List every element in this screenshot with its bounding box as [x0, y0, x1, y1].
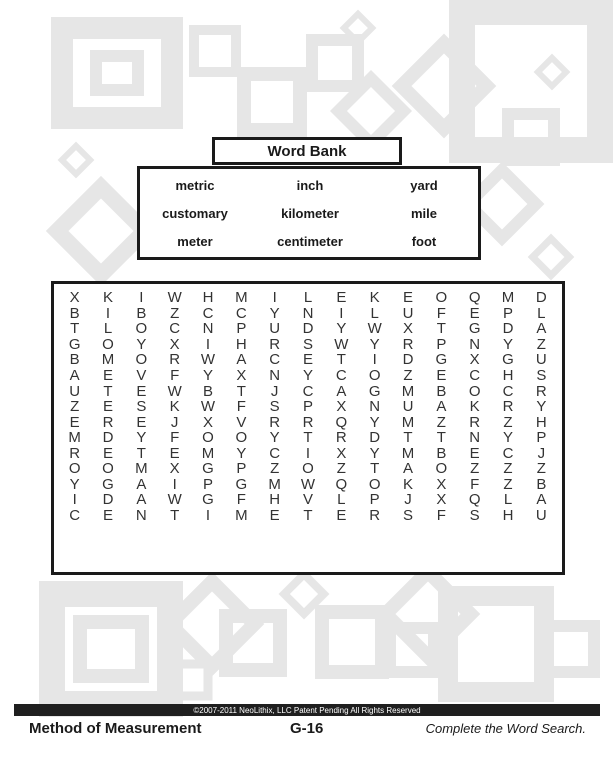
grid-letter[interactable]: M [201, 444, 215, 462]
grid-letter[interactable]: K [169, 398, 180, 416]
grid-letter[interactable]: C [269, 351, 281, 369]
grid-letter[interactable]: B [69, 351, 80, 369]
grid-letter[interactable]: Y [302, 367, 313, 385]
grid-letter[interactable]: W [167, 382, 182, 400]
grid-letter[interactable]: T [236, 382, 246, 400]
grid-letter[interactable]: E [269, 507, 280, 525]
grid-letter[interactable]: M [235, 507, 248, 525]
grid-letter[interactable]: T [370, 460, 380, 478]
grid-letter[interactable]: W [167, 491, 182, 509]
grid-letter[interactable]: O [435, 460, 448, 478]
grid-letter[interactable]: E [102, 367, 113, 385]
word-bank [137, 166, 481, 260]
grid-letter[interactable]: O [235, 429, 248, 447]
grid-letter[interactable]: O [368, 367, 381, 385]
grid-letter[interactable]: R [502, 398, 514, 416]
grid-letter[interactable]: C [502, 444, 514, 462]
grid-letter[interactable]: E [469, 444, 480, 462]
grid-letter[interactable]: I [339, 304, 344, 322]
grid-letter[interactable]: R [335, 429, 347, 447]
grid-letter[interactable]: K [402, 475, 413, 493]
grid-letter[interactable]: M [68, 429, 81, 447]
word-bank-word: metric [175, 177, 215, 193]
grid-letter[interactable]: E [402, 289, 413, 307]
grid-letter[interactable]: Q [335, 413, 348, 431]
grid-letter[interactable]: Y [502, 335, 513, 353]
grid-letter[interactable]: G [368, 382, 381, 400]
grid-letter[interactable]: C [235, 304, 247, 322]
grid-letter[interactable]: Y [336, 320, 347, 338]
grid-letter[interactable]: A [436, 398, 447, 416]
instruction-text: Complete the Word Search. [425, 721, 586, 736]
grid-letter[interactable]: H [502, 367, 514, 385]
grid-letter[interactable]: O [302, 460, 314, 478]
grid-letter[interactable]: Z [470, 460, 480, 478]
grid-letter[interactable]: R [102, 413, 114, 431]
grid-letter[interactable]: T [103, 382, 113, 400]
grid-letter[interactable]: S [536, 367, 547, 385]
grid-letter[interactable]: F [470, 475, 480, 493]
grid-letter[interactable]: E [302, 351, 313, 369]
grid-letter[interactable]: G [502, 351, 514, 369]
grid-letter[interactable]: R [169, 351, 181, 369]
grid-letter[interactable]: W [200, 398, 216, 416]
grid-letter[interactable]: E [169, 444, 180, 462]
grid-letter[interactable]: J [537, 444, 546, 462]
grid-letter[interactable]: M [401, 382, 415, 400]
grid-letter[interactable]: Q [335, 475, 348, 493]
grid-letter[interactable]: P [369, 491, 380, 509]
grid-letter[interactable]: W [300, 475, 316, 493]
grid-letter[interactable]: X [402, 320, 413, 338]
grid-letter[interactable]: U [535, 351, 547, 369]
grid-letter[interactable]: S [402, 507, 413, 525]
grid-letter[interactable]: X [202, 413, 213, 431]
grid-letter[interactable]: T [403, 429, 413, 447]
grid-letter[interactable]: L [503, 491, 513, 509]
grid-letter[interactable]: R [269, 413, 281, 431]
grid-letter[interactable]: V [302, 491, 313, 509]
grid-letter[interactable]: C [469, 367, 481, 385]
grid-letter[interactable]: D [502, 320, 514, 338]
grid-letter[interactable]: N [135, 507, 147, 525]
grid-letter[interactable]: I [372, 351, 377, 369]
grid-letter[interactable]: E [136, 413, 147, 431]
grid-letter[interactable]: O [435, 289, 448, 307]
grid-letter[interactable]: Z [336, 460, 346, 478]
grid-letter[interactable]: Y [369, 413, 380, 431]
grid-letter[interactable]: B [536, 475, 547, 493]
grid-letter[interactable]: Z [270, 460, 280, 478]
grid-letter[interactable]: G [202, 460, 214, 478]
word-bank-word: mile [410, 205, 437, 221]
grid-letter[interactable]: E [336, 289, 347, 307]
grid-letter[interactable]: A [336, 382, 347, 400]
grid-letter[interactable]: H [502, 507, 514, 525]
grid-letter[interactable]: G [435, 351, 448, 369]
grid-letter[interactable]: I [305, 444, 311, 462]
grid-letter[interactable]: U [69, 382, 81, 400]
word-bank-title: Word Bank [212, 137, 402, 165]
grid-letter[interactable]: E [436, 367, 447, 385]
grid-letter[interactable]: E [69, 413, 80, 431]
grid-letter[interactable]: A [536, 320, 547, 338]
grid-letter[interactable]: H [235, 335, 247, 353]
grid-letter[interactable]: B [436, 444, 447, 462]
grid-letter[interactable]: Z [503, 460, 513, 478]
grid-letter[interactable]: R [369, 507, 381, 525]
grid-letter[interactable]: F [170, 367, 180, 385]
grid-letter[interactable]: Z [503, 413, 513, 431]
grid-letter[interactable]: M [401, 444, 415, 462]
grid-letter[interactable]: W [367, 320, 382, 338]
grid-letter[interactable]: O [135, 351, 148, 369]
grid-letter[interactable]: I [172, 475, 177, 493]
grid-letter[interactable]: X [236, 367, 247, 385]
grid-letter[interactable]: T [436, 429, 446, 447]
grid-letter[interactable]: A [536, 491, 547, 509]
grid-letter[interactable]: W [200, 351, 216, 369]
grid-letter[interactable]: S [136, 398, 147, 416]
grid-letter[interactable]: X [336, 398, 347, 416]
grid-letter[interactable]: Y [69, 475, 80, 493]
word-bank-word: meter [177, 233, 213, 249]
grid-letter[interactable]: O [68, 460, 81, 478]
grid-letter[interactable]: F [236, 491, 246, 509]
word-bank-word: inch [296, 177, 324, 193]
grid-letter[interactable]: X [436, 491, 447, 509]
grid-letter[interactable]: M [268, 475, 281, 493]
grid-letter[interactable]: K [102, 289, 113, 307]
grid-letter[interactable]: Z [536, 335, 546, 353]
grid-letter[interactable]: Y [369, 444, 380, 462]
grid-letter[interactable]: D [102, 429, 114, 447]
grid-letter[interactable]: H [202, 289, 214, 307]
grid-letter[interactable]: U [269, 320, 281, 338]
grid-letter[interactable]: Y [236, 444, 247, 462]
grid-letter[interactable]: G [102, 475, 114, 493]
grid-letter[interactable]: H [535, 413, 547, 431]
grid-letter[interactable]: P [236, 320, 247, 338]
word-bank-word: kilometer [281, 205, 339, 221]
grid-letter[interactable]: C [169, 320, 181, 338]
grid-letter[interactable]: J [270, 382, 279, 400]
grid-letter[interactable]: Y [269, 304, 280, 322]
grid-letter[interactable]: T [70, 320, 80, 338]
grid-letter[interactable]: N [369, 398, 381, 416]
grid-letter[interactable]: D [535, 289, 547, 307]
grid-letter[interactable]: E [102, 444, 113, 462]
grid-letter[interactable]: R [302, 413, 314, 431]
grid-letter[interactable]: F [436, 304, 446, 322]
grid-letter[interactable]: A [402, 460, 413, 478]
grid-letter[interactable]: S [469, 507, 480, 525]
grid-letter[interactable]: C [69, 507, 81, 525]
grid-letter[interactable]: X [436, 475, 447, 493]
grid-letter[interactable]: J [170, 413, 179, 431]
grid-letter[interactable]: I [139, 289, 144, 307]
grid-letter[interactable]: T [436, 320, 446, 338]
grid-letter[interactable]: Y [136, 335, 147, 353]
grid-letter[interactable]: O [135, 320, 148, 338]
grid-letter[interactable]: Z [70, 398, 80, 416]
grid-letter[interactable]: T [303, 507, 313, 525]
grid-letter[interactable]: R [269, 335, 281, 353]
grid-letter[interactable]: U [402, 304, 414, 322]
grid-letter[interactable]: X [469, 351, 480, 369]
grid-letter[interactable]: M [235, 289, 248, 307]
grid-letter[interactable]: X [169, 335, 180, 353]
grid-letter[interactable]: J [404, 491, 412, 509]
grid-letter[interactable]: E [102, 507, 113, 525]
grid-letter[interactable]: F [170, 429, 180, 447]
grid-letter[interactable]: P [436, 335, 447, 353]
grid-letter[interactable]: L [337, 491, 346, 509]
grid-letter[interactable]: S [269, 398, 280, 416]
word-bank-word: yard [410, 177, 438, 193]
grid-letter[interactable]: L [303, 289, 313, 307]
grid-letter[interactable]: C [502, 382, 514, 400]
grid-letter[interactable]: I [72, 491, 77, 509]
grid-letter[interactable]: T [303, 429, 313, 447]
grid-letter[interactable]: R [469, 413, 481, 431]
grid-letter[interactable]: P [202, 475, 213, 493]
grid-letter[interactable]: P [502, 304, 513, 322]
grid-letter[interactable]: Q [468, 491, 481, 509]
grid-letter[interactable]: P [536, 429, 547, 447]
page-code: G-16 [290, 720, 324, 737]
grid-letter[interactable]: M [135, 460, 148, 478]
grid-letter[interactable]: C [202, 304, 214, 322]
grid-letter[interactable]: B [69, 304, 80, 322]
grid-letter[interactable]: Y [369, 335, 380, 353]
word-bank-word: foot [411, 233, 437, 249]
grid-letter[interactable]: O [102, 335, 114, 353]
copyright-bar: ©2007-2011 NeoLithix, LLC Patent Pending All Rights Reserved [14, 704, 600, 716]
grid-letter[interactable]: G [235, 475, 248, 493]
grid-letter[interactable]: F [236, 398, 246, 416]
grid-letter[interactable]: L [537, 304, 546, 322]
grid-letter[interactable]: X [336, 444, 347, 462]
grid-letter[interactable]: I [105, 304, 111, 322]
grid-letter[interactable]: V [236, 413, 247, 431]
grid-letter[interactable]: Z [536, 460, 546, 478]
grid-letter[interactable]: D [302, 320, 314, 338]
grid-letter[interactable]: I [205, 507, 211, 525]
grid-letter[interactable]: H [269, 491, 281, 509]
grid-letter[interactable]: N [469, 335, 481, 353]
grid-letter[interactable]: R [402, 335, 414, 353]
grid-letter[interactable]: Z [436, 413, 446, 431]
grid-letter[interactable]: E [136, 382, 147, 400]
grid-letter[interactable]: A [69, 367, 80, 385]
grid-letter[interactable]: A [136, 475, 147, 493]
grid-letter[interactable]: D [402, 351, 414, 369]
grid-letter[interactable]: C [269, 444, 281, 462]
grid-letter[interactable]: N [202, 320, 214, 338]
grid-letter[interactable]: K [469, 398, 480, 416]
grid-letter[interactable]: S [302, 335, 313, 353]
grid-letter[interactable]: N [269, 367, 281, 385]
grid-letter[interactable]: B [136, 304, 147, 322]
grid-letter[interactable]: X [169, 460, 180, 478]
grid-letter[interactable]: Y [269, 429, 280, 447]
word-bank-word: centimeter [277, 233, 343, 249]
grid-letter[interactable]: G [468, 320, 481, 338]
grid-letter[interactable]: M [401, 413, 415, 431]
grid-letter[interactable]: A [136, 491, 147, 509]
grid-letter[interactable]: X [69, 289, 80, 307]
grid-letter[interactable]: L [370, 304, 379, 322]
grid-letter[interactable]: M [501, 289, 515, 307]
grid-letter[interactable]: Z [503, 475, 513, 493]
grid-letter[interactable]: E [336, 507, 347, 525]
grid-letter[interactable]: Y [502, 429, 513, 447]
grid-letter[interactable]: E [469, 304, 480, 322]
grid-letter[interactable]: R [69, 444, 81, 462]
grid-letter[interactable]: C [302, 382, 314, 400]
grid-letter[interactable]: R [535, 382, 547, 400]
grid-letter[interactable]: K [369, 289, 380, 307]
grid-letter[interactable]: Q [468, 289, 481, 307]
worksheet-title: Method of Measurement [29, 720, 202, 737]
grid-letter[interactable]: T [336, 351, 346, 369]
grid-letter[interactable]: Y [136, 429, 147, 447]
grid-letter[interactable]: V [136, 367, 147, 385]
grid-letter[interactable]: I [272, 289, 277, 307]
grid-letter[interactable]: U [402, 398, 414, 416]
grid-letter[interactable]: D [102, 491, 114, 509]
grid-letter[interactable]: G [68, 335, 81, 353]
word-bank-word: customary [162, 205, 228, 221]
grid-letter[interactable]: C [335, 367, 347, 385]
grid-letter[interactable]: O [102, 460, 114, 478]
grid-letter[interactable]: Y [536, 398, 547, 416]
grid-letter[interactable]: T [170, 507, 180, 525]
grid-letter[interactable]: W [167, 289, 182, 307]
grid-letter[interactable]: I [205, 335, 211, 353]
grid-letter[interactable]: Z [170, 304, 180, 322]
grid-letter[interactable]: O [202, 429, 214, 447]
grid-letter[interactable]: F [436, 507, 446, 525]
grid-letter[interactable]: D [369, 429, 381, 447]
grid-letter[interactable]: O [368, 475, 381, 493]
grid-letter[interactable]: G [202, 491, 214, 509]
grid-letter[interactable]: N [302, 304, 314, 322]
grid-letter[interactable]: L [103, 320, 113, 338]
grid-letter[interactable]: M [101, 351, 115, 369]
grid-letter[interactable]: W [334, 335, 349, 353]
grid-letter[interactable]: E [102, 398, 113, 416]
grid-letter[interactable]: T [136, 444, 146, 462]
word-search-grid [51, 281, 565, 575]
grid-letter[interactable]: B [436, 382, 447, 400]
grid-letter[interactable]: B [202, 382, 213, 400]
grid-letter[interactable]: O [468, 382, 481, 400]
grid-letter[interactable]: N [469, 429, 481, 447]
grid-letter[interactable]: Z [403, 367, 413, 385]
grid-letter[interactable]: P [302, 398, 313, 416]
grid-letter[interactable]: U [535, 507, 547, 525]
grid-letter[interactable]: Y [202, 367, 213, 385]
grid-letter[interactable]: P [236, 460, 247, 478]
grid-letter[interactable]: A [236, 351, 247, 369]
